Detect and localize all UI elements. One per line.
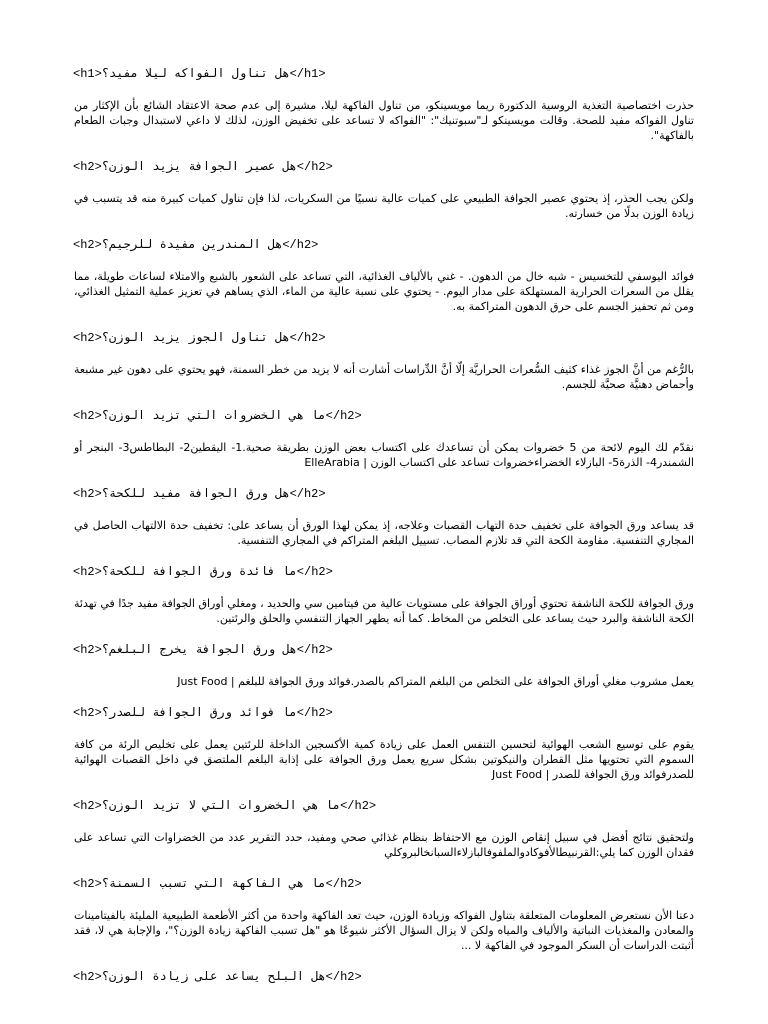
section-heading-5: <h2>ما هي الخضروات التي تزيد الوزن؟</h2> — [73, 409, 362, 423]
section-body-6: قد يساعد ورق الجوافة على تخفيف حدة التهاب القصبات وعلاجه، إذ يمكن لهذا الورق أن يساعد على: تخفيف حدة الالتهاب الحاصل في المجاري التنفسية. مقاومة الكحة التي قد تلازم المصاب. تسييل البلغم المتراكم في المجاري التنفسية. — [74, 519, 694, 547]
section-body-5: نقدّم لك اليوم لائحة من 5 خضروات يمكن أن تساعدك على اكتساب بعض الوزن بطريقة صحية.1- اليقطين2- البطاطس3- البنجر أو الشمندر4- الذرة5- البازلاء الخضراءخضروات تساعد على اكتساب الوزن | ElleArabia — [74, 441, 694, 469]
section-body-10: ولتحقيق نتائج أفضل في سبيل إنقاص الوزن مع الاحتفاظ بنظام غذائي صحي ومفيد، حدد التقرير عدد من الخضراوات التي تساعد على فقدان الوزن كما يلي:القرنبيطالأفوكادوالملفوفالبازلاءالسبانخالبروكلي — [74, 831, 694, 859]
section-heading-12: <h2>هل البلح يساعد على زيادة الوزن؟</h2> — [73, 970, 362, 984]
section-heading-1: <h1>هل تناول الفواكه ليلا مفيد؟</h1> — [73, 67, 326, 81]
section-body-9: يقوم على توسيع الشعب الهوائية لتحسين التنفس العمل على زيادة كمية الأكسجين الداخلة للرئتين يعمل على تخليص الرئة من كافة السموم التي تحتويها مثل القطران والنيكوتين بشكل سريع يعمل ورق الجوافة على إذابة البلغم الملتصق في داخل القصبات الهوائية للصدرفوائد ورق الجوافة للصدر | Just Food — [74, 738, 694, 781]
section-heading-2: <h2>هل عصير الجوافة يزيد الوزن؟</h2> — [73, 160, 333, 174]
section-body-1: حذرت اختصاصية التغذية الروسية الدكتورة ريما مويسينكو، من تناول الفاكهة ليلا، مشيرة إلى عدم صحة الاعتقاد الشائع بأن الإكثار من تناول الفواكه مفيد للصحة. وقالت مويسينكو لـ"سبوتنيك": "الفواكه لا تساعد على تخفيض الوزن، لذلك لا داعي لاستبدال وجبات الطعام بالفاكهة". — [74, 99, 694, 142]
section-heading-10: <h2>ما هي الخضروات التي لا تزيد الوزن؟</h2> — [73, 799, 377, 813]
section-body-8: يعمل مشروب مغلي أوراق الجوافة على التخلص من البلغم المتراكم بالصدر.فوائد ورق الجوافة للبلغم | Just Food — [177, 675, 694, 688]
section-heading-11: <h2>ما هي الفاكهة التي تسبب السمنة؟</h2> — [73, 877, 362, 891]
section-heading-6: <h2>هل ورق الجوافة مفيد للكحة؟</h2> — [73, 487, 326, 501]
section-body-3: فوائد اليوسفي للتخسيس - شبه خال من الدهون. - غني بالألياف الغذائية، التي تساعد على الشعور بالشبع والامتلاء لساعات طويلة، مما يقلل من السعرات الحرارية المستهلكة على مدار اليوم. - يحتوي على نسبة عالية من الماء، الذي يساهم في تعزيز عملية التمثيل الغذائي، ومن ثم تحفيز الجسم على حرق الدهون المتراكمة به. — [74, 270, 694, 313]
section-body-11: دعنا الأن نستعرض المعلومات المتعلقة بتناول الفواكه وزيادة الوزن، حيث تعد الفاكهة واحدة من أكثر الأطعمة الطبيعية المليئة بالفيتامينات والمعادن والمغذيات النباتية والألياف والمياه ولكن لا يزال السؤال الأكثر شيوعًا هو "هل تسبب الفاكهة زيادة الوزن؟"، والإجابة هي لا، فقد أثبتت الدراسات أن السكر الموجود في الفاكهة لا ... — [74, 909, 694, 952]
section-heading-4: <h2>هل تناول الجوز يزيد الوزن؟</h2> — [73, 331, 326, 345]
section-heading-8: <h2>هل ورق الجوافة يخرج البلغم؟</h2> — [73, 643, 333, 657]
section-body-7: ورق الجوافة للكحة الناشفة تحتوي أوراق الجوافة على مستويات عالية من فيتامين سي والحديد ، ومغلي أوراق الجوافة مفيد جدًا في تهدئة الكحة الناشفة والبرد حيث يساعد على التخلص من المخاط. كما أنه يطهر الجهاز التنفسي والحلق والرئتين. — [74, 597, 694, 625]
section-body-2: ولكن يجب الحذر، إذ يحتوي عصير الجوافة الطبيعي على كميات عالية نسبيًا من السكريات، لذا فإن تناول كميات كبيرة منه قد يتسبب في زيادة الوزن بدلًا من خسارته. — [74, 192, 694, 220]
section-heading-3: <h2>هل المندرين مفيدة للرجيم؟</h2> — [73, 238, 319, 252]
section-heading-9: <h2>ما فوائد ورق الجوافة للصدر؟</h2> — [73, 706, 333, 720]
section-body-4: بالرُّغم من أنَّ الجوز غذاء كثيف السُّعرات الحراريَّة إلّا أنَّ الدِّراسات أشارت أنه لا يزيد من خطر السمنة، فهو يحتوي على دهون غير مشبعة وأحماض دهنيَّة صحيَّة للجسم. — [74, 363, 694, 391]
section-heading-7: <h2>ما فائدة ورق الجوافة للكحة؟</h2> — [73, 565, 333, 579]
